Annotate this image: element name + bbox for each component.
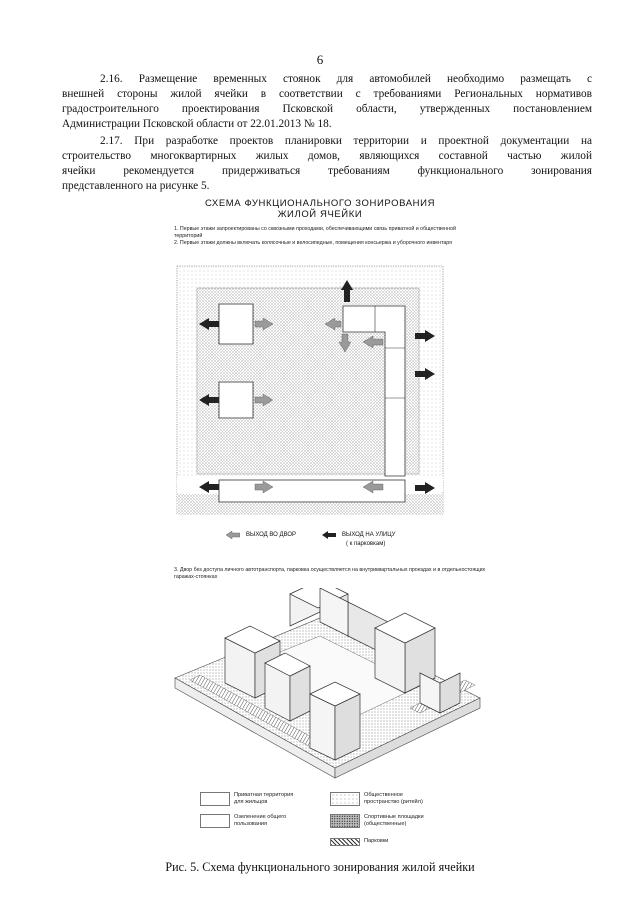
legend-swatch-parking — [330, 838, 360, 846]
legend-label-sport: Спортивные площадки (общественные) — [364, 814, 424, 827]
zone-legend — [200, 792, 470, 858]
isometric-block-view — [170, 588, 485, 784]
paragraph-2-17 — [62, 134, 592, 194]
legend-label-green: Озеленение общего пользования — [234, 814, 287, 827]
paragraph-line: 2.16. Размещение временных стоянок для автомобилей необходимо размещать с — [100, 73, 592, 85]
building-block — [219, 480, 405, 502]
figure-note-2: 2. Первые этажи должны включать колясочные и велосипедные, помещения консьержа и уборочного инвентаря — [174, 240, 453, 246]
figure-title: СХЕМА ФУНКЦИОНАЛЬНОГО ЗОНИРОВАНИЯ — [204, 198, 436, 209]
legend-swatch-sport — [330, 814, 360, 828]
building-block — [219, 382, 253, 418]
figure-note-3: 3. Двор без доступа личного автотранспорта, парковка осуществляется на внутриквартальных проездах и в отдельностоящих гаражах-стоянках — [174, 567, 486, 580]
zoning-plan-diagram — [175, 258, 455, 520]
figure-note-1: 1. Первые этажи запроектированы со сквозными проходами, обеспечивающими связь приватной и общественной территорий — [174, 226, 456, 239]
street-arrow-icon — [322, 531, 336, 539]
street-exit-sublabel: ( к парковкам) — [346, 541, 386, 547]
figure-caption: Рис. 5. Схема функционального зонирования жилой ячейки — [165, 860, 475, 874]
legend-swatch-private — [200, 792, 230, 806]
paragraph-line: представленного на рисунке 5. — [62, 180, 210, 192]
legend-label-private: Приватная территория для жильцов — [234, 792, 294, 805]
legend-label-public: Общественное пространство (ритейл) — [364, 792, 423, 805]
paragraph-line: строительство многоквартирных жилых домов, являющихся составной частью жилой — [62, 150, 592, 162]
paragraph-line: внешней стороны жилой ячейки в соответствии с требованиями Региональных нормативов — [62, 88, 592, 100]
legend-label-parking: Парковки — [364, 838, 389, 844]
paragraph-line: 2.17. При разработке проектов планировки территории и проектной документации на — [100, 135, 592, 147]
legend-swatch-green — [200, 814, 230, 828]
yard-exit-label: ВЫХОД ВО ДВОР — [246, 532, 297, 538]
legend-swatch-public — [330, 792, 360, 806]
building-block — [219, 304, 253, 344]
street-exit-label: ВЫХОД НА УЛИЦУ — [342, 532, 396, 538]
arrow-legend — [226, 529, 486, 555]
paragraph-2-16 — [62, 72, 592, 132]
paragraph-line: Администрации Псковской области от 22.01.2013 № 18. — [62, 118, 332, 130]
page-number: 6 — [316, 52, 324, 67]
paragraph-line: градостроительного проектирования Псковской области, утвержденных постановлением — [62, 103, 592, 115]
yard-arrow-icon — [226, 531, 240, 539]
paragraph-line: ячейки рекомендуется придерживаться требованиям функционального зонирования — [62, 165, 592, 177]
figure-subtitle: ЖИЛОЙ ЯЧЕЙКИ — [277, 209, 363, 220]
